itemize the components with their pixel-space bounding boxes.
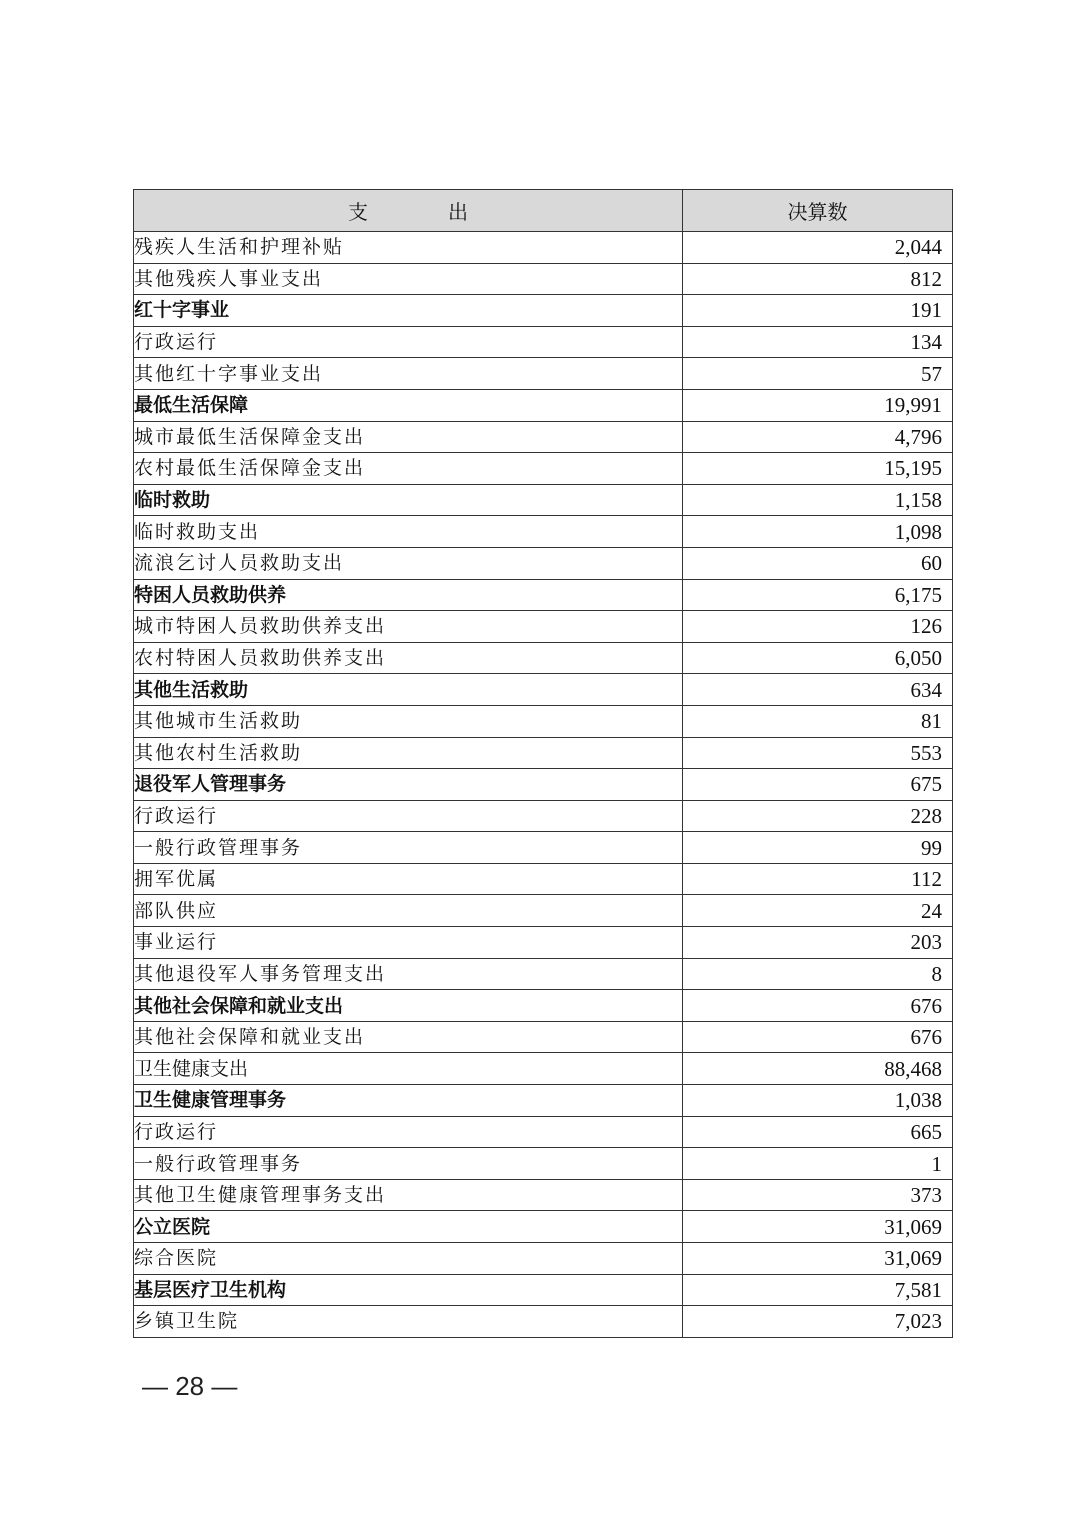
row-item-name: 其他退役军人事务管理支出	[134, 958, 683, 990]
row-amount: 2,044	[683, 232, 953, 264]
row-amount: 31,069	[683, 1243, 953, 1275]
row-item-name: 其他城市生活救助	[134, 705, 683, 737]
row-item-name: 临时救助	[134, 484, 683, 516]
row-item-name: 流浪乞讨人员救助支出	[134, 547, 683, 579]
row-item-name: 其他社会保障和就业支出	[134, 1021, 683, 1053]
row-amount: 88,468	[683, 1053, 953, 1085]
row-amount: 7,581	[683, 1274, 953, 1306]
row-item-name: 最低生活保障	[134, 389, 683, 421]
row-amount: 81	[683, 705, 953, 737]
row-amount: 57	[683, 358, 953, 390]
row-amount: 675	[683, 769, 953, 801]
row-item-name: 基层医疗卫生机构	[134, 1274, 683, 1306]
row-item-name: 退役军人管理事务	[134, 769, 683, 801]
row-amount: 676	[683, 1021, 953, 1053]
row-item-name: 临时救助支出	[134, 516, 683, 548]
table-row	[134, 389, 953, 421]
row-amount: 6,050	[683, 642, 953, 674]
row-item-name: 行政运行	[134, 1116, 683, 1148]
row-amount: 634	[683, 674, 953, 706]
row-item-name: 城市特困人员救助供养支出	[134, 611, 683, 643]
row-item-name: 公立医院	[134, 1211, 683, 1243]
table-row	[134, 579, 953, 611]
table-row	[134, 1116, 953, 1148]
table-row	[134, 421, 953, 453]
page-number: — 28 —	[142, 1371, 238, 1401]
row-item-name: 其他生活救助	[134, 674, 683, 706]
table-row	[134, 263, 953, 295]
table-row	[134, 358, 953, 390]
row-amount: 1	[683, 1148, 953, 1180]
table-row	[134, 737, 953, 769]
row-item-name: 综合医院	[134, 1243, 683, 1275]
table-row	[134, 232, 953, 264]
row-amount: 665	[683, 1116, 953, 1148]
row-item-name: 城市最低生活保障金支出	[134, 421, 683, 453]
row-amount: 134	[683, 326, 953, 358]
table-row	[134, 453, 953, 485]
row-item-name: 行政运行	[134, 800, 683, 832]
row-amount: 6,175	[683, 579, 953, 611]
row-amount: 15,195	[683, 453, 953, 485]
table-header-row	[134, 190, 953, 232]
table-row	[134, 1053, 953, 1085]
table-row	[134, 1021, 953, 1053]
row-amount: 191	[683, 295, 953, 327]
row-item-name: 其他残疾人事业支出	[134, 263, 683, 295]
table-row	[134, 484, 953, 516]
header-amount: 决算数	[683, 190, 953, 232]
row-item-name: 其他红十字事业支出	[134, 358, 683, 390]
budget-table	[133, 189, 953, 1338]
table-row	[134, 832, 953, 864]
table-row	[134, 1179, 953, 1211]
table-row	[134, 895, 953, 927]
table-row	[134, 800, 953, 832]
row-amount: 203	[683, 927, 953, 959]
row-item-name: 农村特困人员救助供养支出	[134, 642, 683, 674]
row-amount: 99	[683, 832, 953, 864]
row-item-name: 卫生健康支出	[134, 1053, 683, 1085]
table-row	[134, 1274, 953, 1306]
row-amount: 19,991	[683, 389, 953, 421]
row-item-name: 部队供应	[134, 895, 683, 927]
row-amount: 228	[683, 800, 953, 832]
row-amount: 373	[683, 1179, 953, 1211]
row-item-name: 行政运行	[134, 326, 683, 358]
row-item-name: 其他卫生健康管理事务支出	[134, 1179, 683, 1211]
table-row	[134, 1085, 953, 1117]
table-row	[134, 1306, 953, 1338]
table-row	[134, 326, 953, 358]
row-amount: 1,098	[683, 516, 953, 548]
row-item-name: 残疾人生活和护理补贴	[134, 232, 683, 264]
row-amount: 7,023	[683, 1306, 953, 1338]
table-row	[134, 611, 953, 643]
row-amount: 8	[683, 958, 953, 990]
row-amount: 60	[683, 547, 953, 579]
row-amount: 812	[683, 263, 953, 295]
table-row	[134, 769, 953, 801]
row-amount: 31,069	[683, 1211, 953, 1243]
table-row	[134, 1148, 953, 1180]
row-amount: 112	[683, 863, 953, 895]
table-row	[134, 295, 953, 327]
row-amount: 1,038	[683, 1085, 953, 1117]
row-item-name: 其他农村生活救助	[134, 737, 683, 769]
row-item-name: 乡镇卫生院	[134, 1306, 683, 1338]
row-amount: 1,158	[683, 484, 953, 516]
row-amount: 126	[683, 611, 953, 643]
row-item-name: 卫生健康管理事务	[134, 1085, 683, 1117]
row-item-name: 特困人员救助供养	[134, 579, 683, 611]
row-amount: 553	[683, 737, 953, 769]
table-row	[134, 705, 953, 737]
row-item-name: 农村最低生活保障金支出	[134, 453, 683, 485]
row-item-name: 其他社会保障和就业支出	[134, 990, 683, 1022]
row-item-name: 一般行政管理事务	[134, 1148, 683, 1180]
table-row	[134, 516, 953, 548]
table-row	[134, 547, 953, 579]
table-row	[134, 642, 953, 674]
row-item-name: 一般行政管理事务	[134, 832, 683, 864]
row-amount: 4,796	[683, 421, 953, 453]
row-amount: 676	[683, 990, 953, 1022]
header-item: 支出	[134, 190, 683, 232]
table-row	[134, 1211, 953, 1243]
row-item-name: 红十字事业	[134, 295, 683, 327]
table-row	[134, 1243, 953, 1275]
table-row	[134, 927, 953, 959]
row-item-name: 事业运行	[134, 927, 683, 959]
table-row	[134, 990, 953, 1022]
table-row	[134, 674, 953, 706]
row-amount: 24	[683, 895, 953, 927]
table-row	[134, 863, 953, 895]
row-item-name: 拥军优属	[134, 863, 683, 895]
table-row	[134, 958, 953, 990]
